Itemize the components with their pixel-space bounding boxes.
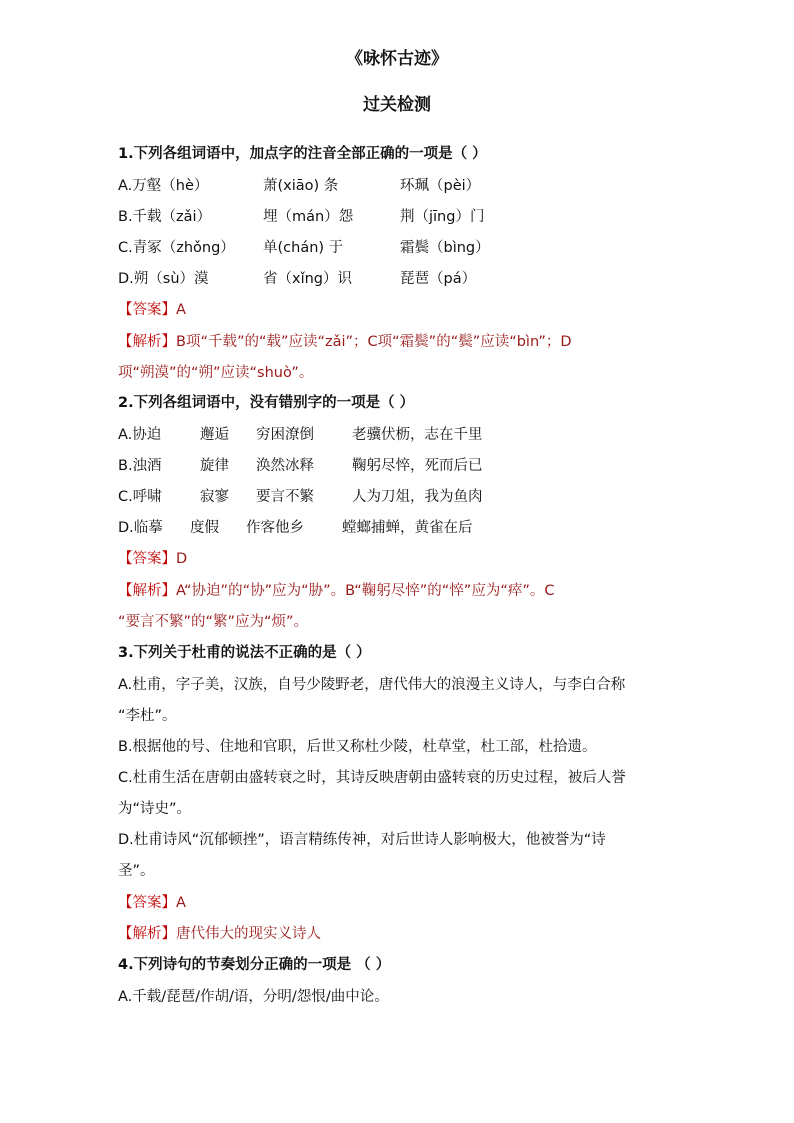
question-3-stem: 3.下列关于杜甫的说法不正确的是（ ）	[118, 645, 371, 661]
question-2-stem: 2.下列各组词语中，没有错别字的一项是（ ）	[118, 395, 415, 411]
question-1-analysis-line-1	[118, 332, 572, 352]
analysis-tag: 【解析】	[118, 583, 176, 599]
question-1-analysis-line-2: 项“朔漠”的“朔”应读“shuò”。	[118, 365, 314, 381]
question-4-stem: 4.下列诗句的节奏划分正确的一项是 （ ）	[118, 957, 391, 973]
option-cell: 萧(xiāo) 条	[263, 178, 339, 194]
answer-tag: 【答案】	[118, 551, 176, 567]
option-cell: 穷困潦倒	[256, 427, 314, 443]
option-cell: C.青冢（zhǒng）	[118, 240, 235, 256]
option-cell: 霜鬓（bìng）	[400, 240, 490, 256]
question-1-stem: 1.下列各组词语中，加点字的注音全部正确的一项是（ ）	[118, 146, 487, 162]
analysis-text: A“协迫”的“协”应为“胁”。B“鞠躬尽悴”的“悴”应为“瘁”。C	[176, 583, 555, 599]
option-cell: 旋律	[200, 458, 229, 474]
option-cell: 老骥伏枥，志在千里	[352, 427, 483, 443]
option-cell: 度假	[190, 520, 219, 536]
option-cell: B.千载（zǎi）	[118, 209, 212, 225]
analysis-tag: 【解析】	[118, 334, 176, 350]
option-cell: A.协迫	[118, 427, 162, 443]
option-cell: D.朔（sù）漠	[118, 271, 209, 287]
question-3-line: A.杜甫，字子美，汉族，自号少陵野老，唐代伟大的浪漫主义诗人，与李白合称	[118, 677, 626, 693]
answer-value: D	[176, 551, 188, 567]
analysis-tag: 【解析】	[118, 926, 176, 942]
answer-tag: 【答案】	[118, 895, 176, 911]
option-cell: 作客他乡	[246, 520, 304, 536]
question-3-line: “李杜”。	[118, 708, 177, 724]
question-3-line: 为“诗史”。	[118, 801, 192, 817]
option-cell: 涣然冰释	[256, 458, 314, 474]
option-cell: 要言不繁	[256, 489, 314, 505]
option-cell: 邂逅	[200, 427, 229, 443]
question-3-answer	[118, 893, 186, 913]
question-3-line: C.杜甫生活在唐朝由盛转衰之时，其诗反映唐朝由盛转衰的历史过程，被后人誉	[118, 770, 626, 786]
question-3-line: D.杜甫诗风“沉郁顿挫”，语言精练传神，对后世诗人影响极大，他被誉为“诗	[118, 832, 606, 848]
answer-value: A	[176, 302, 186, 318]
option-cell: 环珮（pèi）	[400, 178, 481, 194]
question-3-line: 圣”。	[118, 863, 155, 879]
option-cell: 琵琶（pá）	[400, 271, 477, 287]
option-cell: 省（xǐng）识	[263, 271, 353, 287]
question-1-answer	[118, 300, 186, 320]
option-cell: 鞠躬尽悴，死而后已	[352, 458, 483, 474]
option-cell: 寂寥	[200, 489, 229, 505]
option-cell: 人为刀俎，我为鱼肉	[352, 489, 483, 505]
answer-tag: 【答案】	[118, 302, 176, 318]
option-cell: 螳螂捕蝉，黄雀在后	[342, 520, 473, 536]
question-3-line: B.根据他的号、住地和官职，后世又称杜少陵，杜草堂，杜工部，杜拾遗。	[118, 739, 597, 755]
answer-value: A	[176, 895, 186, 911]
document-title: 《咏怀古迹》	[346, 49, 448, 69]
document-subtitle: 过关检测	[363, 95, 431, 115]
question-4-option-a: A.千载/琵琶/作胡/语，分明/怨恨/曲中论。	[118, 989, 389, 1005]
question-2-analysis-line-1	[118, 581, 554, 601]
option-cell: B.浊酒	[118, 458, 162, 474]
question-3-analysis	[118, 924, 321, 944]
option-cell: A.万壑（hè）	[118, 178, 209, 194]
option-cell: 单(chán) 于	[263, 240, 344, 256]
question-2-analysis-line-2: “要言不繁”的“繁”应为“烦”。	[118, 614, 309, 630]
analysis-text: B项“千载”的“载”应读“zǎi”；C项“霜鬓”的“鬓”应读“bìn”；D	[176, 334, 572, 350]
option-cell: 荆（jīng）门	[400, 209, 485, 225]
option-cell: 埋（mán）怨	[263, 209, 354, 225]
option-cell: C.呼啸	[118, 489, 162, 505]
analysis-text: 唐代伟大的现实义诗人	[176, 926, 321, 942]
question-2-answer	[118, 549, 187, 569]
option-cell: D.临摹	[118, 520, 163, 536]
